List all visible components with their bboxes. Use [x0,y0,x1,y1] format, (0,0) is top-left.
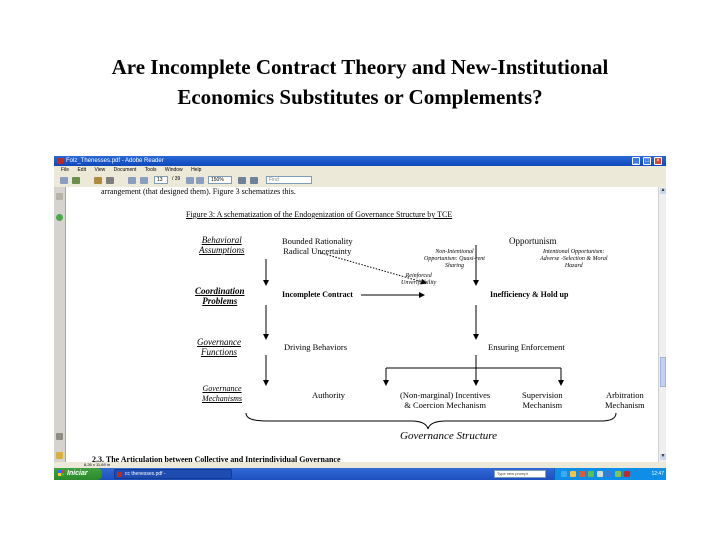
node-arbitration-l1: Arbitration [605,390,644,400]
node-governance-structure: Governance Structure [400,430,498,442]
scroll-up-icon[interactable]: ▲ [660,188,666,193]
taskbar-search-input[interactable]: Type new prompt [494,470,546,478]
row-label-coordination [195,286,245,306]
toolbar [54,174,666,188]
node-non-intentional-l3: Sharing [444,263,464,269]
tray-security-icon[interactable] [579,471,585,477]
maximize-button[interactable]: □ [643,157,651,165]
row-label-coordination-l2: Problems [202,296,238,306]
fit-width-icon[interactable] [250,177,258,184]
node-ensuring-enforcement: Ensuring Enforcement [488,342,565,352]
node-non-intentional-l1: Non-Intentional [435,249,474,255]
menu-help[interactable]: Help [191,167,202,173]
screenshot-window [54,156,666,480]
node-intentional-l2: Adverse -Selection & Moral [540,256,608,262]
tray-messenger-icon[interactable] [597,471,603,477]
document-top-text: arrangement (that designed them). Figure 3 schematizes this. [101,187,296,196]
row-label-governance-functions-l2: Functions [200,347,237,357]
menu-tools[interactable]: Tools [144,167,157,173]
select-tool-icon[interactable] [106,177,114,184]
node-non-intentional-l2: Opportunism: Quasi-rent [424,256,485,262]
menu-document[interactable]: Document [113,167,137,173]
hand-tool-icon[interactable] [94,177,102,184]
zoom-out-icon[interactable] [186,177,194,184]
scrollbar-thumb[interactable] [660,357,666,387]
page-total: / 39 [172,176,181,182]
start-button[interactable] [54,468,102,480]
node-bounded-rationality [282,236,353,256]
node-reinforced-l2: Unverifiability [401,280,437,286]
window-titlebar [54,156,666,166]
figure-caption: Figure 3: A schematization of the Endogenization of Governance Structure by TCE [186,210,453,219]
start-label: Iniciar [67,470,88,477]
node-supervision-l2: Mechanism [522,400,563,410]
slide-title-line-1: Are Incomplete Contract Theory and New-Institutional [111,55,609,79]
node-arbitration-l2: Mechanism [605,400,645,410]
tray-antivirus-icon[interactable] [615,471,621,477]
row-label-governance-functions [197,337,241,357]
taskbar-item-label: cc thenesses.pdf - [125,471,166,477]
row-label-governance-functions-l1: Governance [197,337,241,347]
attachments-icon[interactable] [56,433,63,440]
node-intentional-l3: Hazard [564,263,583,269]
node-reinforced-unverifiability [401,273,436,287]
tray-bluetooth-icon[interactable] [606,471,612,477]
pdf-icon [117,472,122,477]
tray-volume-icon[interactable] [570,471,576,477]
previous-page-icon[interactable] [128,177,136,184]
node-reinforced-l1: Reinforced [405,273,432,279]
node-incomplete-contract: Incomplete Contract [282,290,353,299]
node-supervision-mechanism [522,390,563,410]
system-tray [554,468,666,480]
node-intentional-l1: Intentional Opportunism: [542,249,605,255]
fit-page-icon[interactable] [238,177,246,184]
navigation-sidebar [54,187,66,462]
tray-update-icon[interactable] [588,471,594,477]
node-bounded-l1: Bounded Rationality [282,236,353,246]
pages-panel-icon[interactable] [56,193,63,200]
document-page [66,187,658,462]
page-number-input[interactable]: 13 [154,176,168,184]
vertical-scrollbar[interactable] [658,187,666,462]
governance-diagram [66,187,658,462]
email-icon[interactable] [72,177,80,184]
row-label-behavioral-l2: Assumptions [199,245,245,255]
windows-flag-icon [58,470,64,476]
tray-clock: 12:47 [651,471,664,477]
taskbar-item-reader[interactable] [114,469,232,479]
windows-taskbar [54,468,666,480]
node-opportunism: Opportunism [509,236,557,246]
row-label-coordination-l1: Coordination [195,286,245,296]
menu-bar [54,166,666,174]
menu-edit[interactable]: Edit [77,167,87,173]
find-input[interactable]: Find [266,176,312,184]
zoom-in-icon[interactable] [196,177,204,184]
tray-app-icon[interactable] [624,471,630,477]
scroll-down-icon[interactable]: ▼ [660,454,666,459]
node-bounded-l2: Radical Uncertainty [283,246,352,256]
node-non-intentional-opportunism [424,249,485,270]
node-incentives-coercion [400,390,490,410]
tray-network-icon[interactable] [561,471,567,477]
slide-title [40,52,680,112]
bookmarks-panel-icon[interactable] [56,214,63,221]
row-label-governance-mechanisms-l1: Governance [202,384,242,393]
row-label-behavioral-l1: Behavioral [201,235,242,245]
node-supervision-l1: Supervision [522,390,563,400]
section-heading-2-3: 2.3. The Articulation between Collective and Interindividual Governance [92,455,341,462]
row-label-governance-mechanisms-l2: Mechanisms [202,394,242,403]
comments-icon[interactable] [56,452,63,459]
node-arbitration-mechanism [605,390,645,410]
node-inefficiency-hold-up: Inefficiency & Hold up [490,290,569,299]
slide-title-line-2: Economics Substitutes or Complements? [177,85,543,109]
node-incentives-l1: (Non-marginal) Incentives [400,390,491,400]
minimize-button[interactable]: _ [632,157,640,165]
governance-structure-brace [246,413,616,429]
page-size-readout: 8,26 x 11,69 in [84,462,110,467]
node-incentives-l2: & Coercion Mechanism [404,400,486,410]
print-icon[interactable] [60,177,68,184]
zoom-level-input[interactable]: 150% [208,176,232,184]
menu-file[interactable]: File [61,167,70,173]
menu-window[interactable]: Window [164,167,183,173]
close-button[interactable]: × [654,157,662,165]
row-label-behavioral [199,235,245,255]
node-driving-behaviors: Driving Behaviors [284,342,348,352]
window-title: Folz_Thenesses.pdf - Adobe Reader [66,158,164,164]
node-intentional-opportunism [540,249,607,270]
adobe-reader-icon [57,158,63,164]
row-label-governance-mechanisms [202,384,242,404]
menu-view[interactable]: View [94,167,106,173]
next-page-icon[interactable] [140,177,148,184]
node-authority: Authority [312,390,346,400]
